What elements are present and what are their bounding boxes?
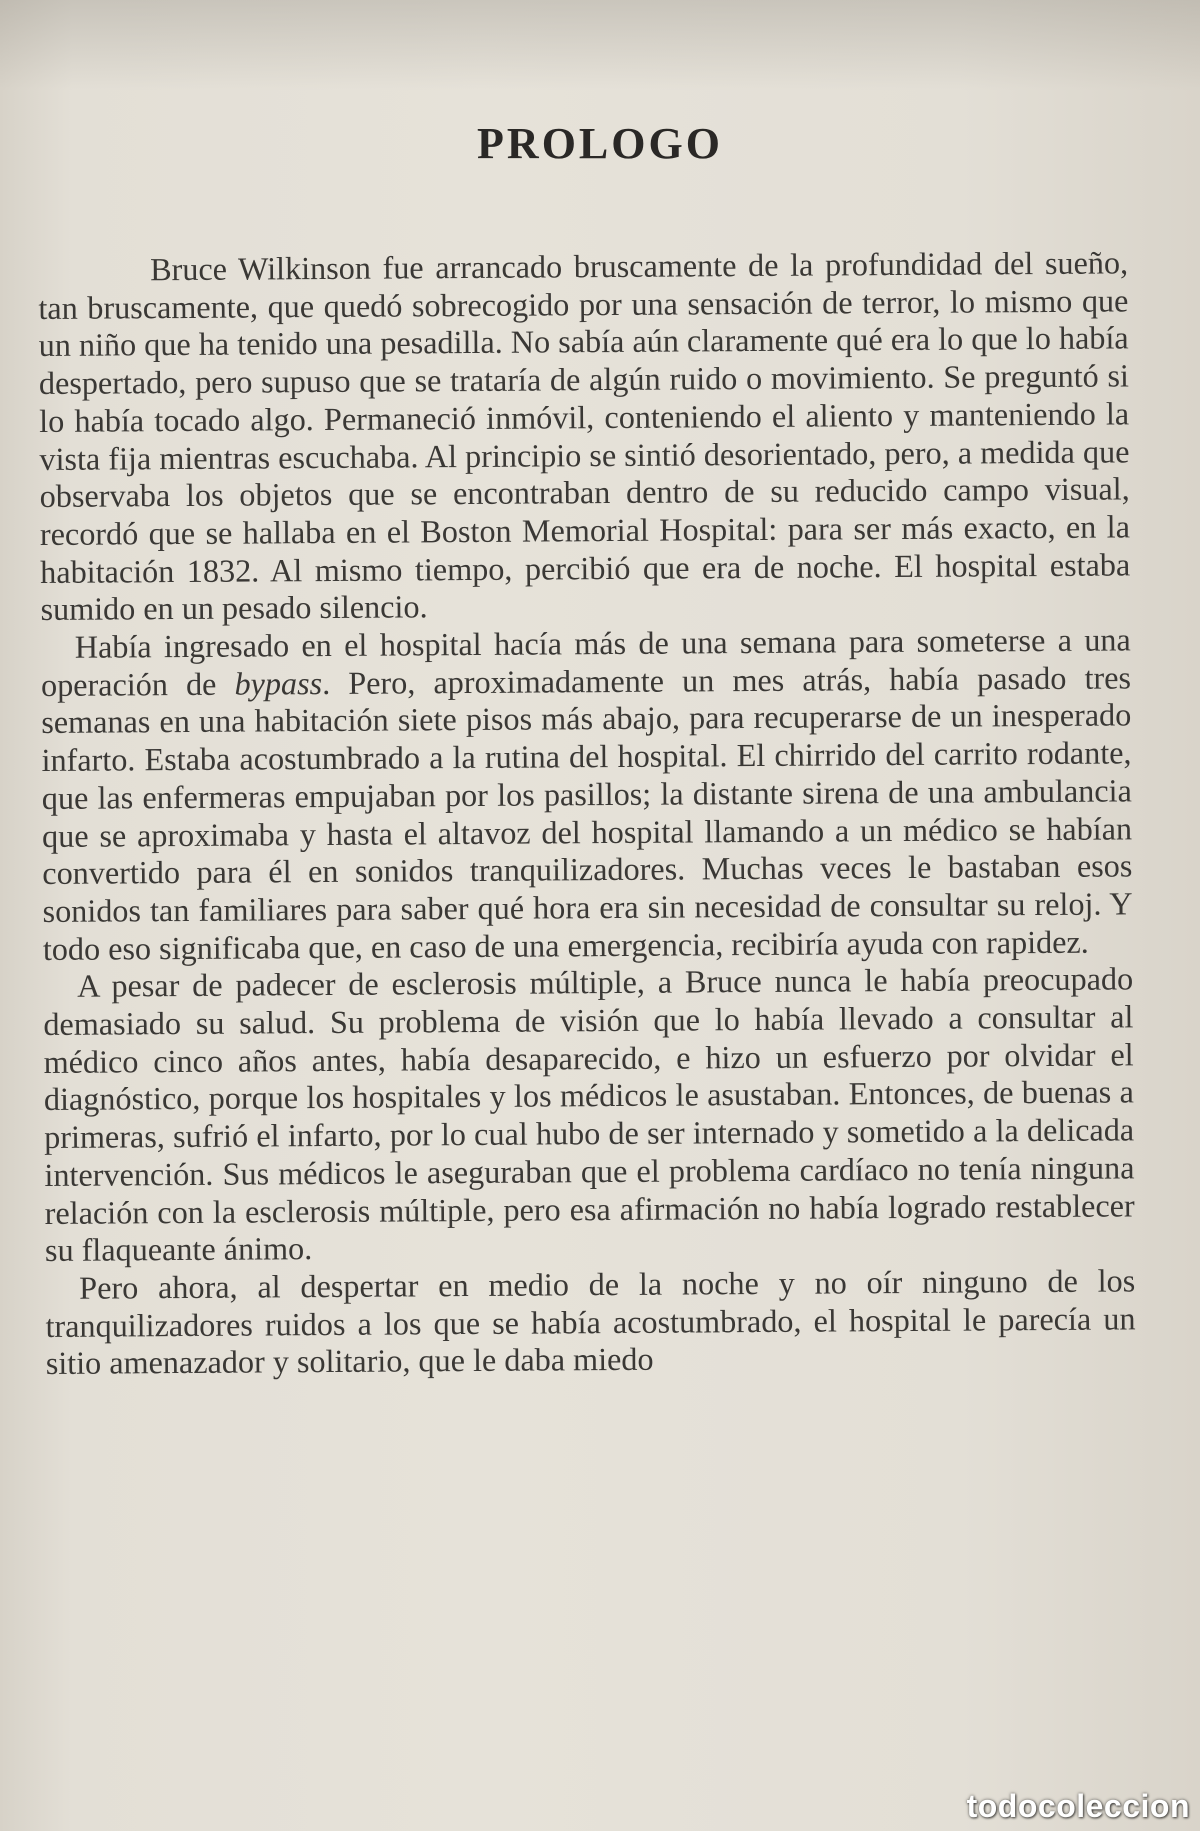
paragraph-2: [41, 621, 1133, 968]
paragraph-4: Pero ahora, al despertar en medio de la noche y no oír ninguno de los tranquilizadores ruidos a los que se había acostumbrado, el hospital le parecía un sitio amenazador y solitario, que le daba miedo: [45, 1262, 1136, 1382]
paragraph-3: A pesar de padecer de esclerosis múltiple, a Bruce nunca le había preocupado demasiado su salud. Su problema de visión que lo había llevado a consultar al médico cinco años antes, había desaparecido, e hizo un esfuerzo por olvidar el diagnóstico, porque los hospitales y los médicos le asustaban. Entonces, de buenas a primeras, sufrió el infarto, por lo cual hubo de ser internado y sometido a la delicada intervención. Sus médicos le aseguraban que el problema cardíaco no tenía ninguna relación con la esclerosis múltiple, pero esa afirmación no había logrado restablecer su flaqueante ánimo.: [43, 960, 1135, 1269]
paragraph-2-start: Había ingresado en el hospital hacía más de una semana para someterse a una operación de: [40, 621, 1131, 703]
chapter-title: PROLOGO: [477, 119, 723, 168]
page-shadow: [0, 0, 1200, 90]
paragraph-2-italic: bypass: [234, 664, 323, 702]
watermark-logo: todocoleccion: [966, 1788, 1190, 1824]
body-text: [38, 244, 1136, 1383]
paragraph-2-rest: . Pero, aproximadamente un mes atrás, había pasado tres semanas en una habitación siete pisos más abajo, para recuperarse de un inesperado infarto. Estaba acostumbrado a la rutina del hospital. El chirrido del carrito rodante, que las enfermeras empujaban por los pasillos; la distante sirena de una ambulancia que se aproximaba y hasta el altavoz del hospital llamando a un médico se habían convertido para él en sonidos tranquilizadores. Muchas veces le bastaban esos sonidos tan familiares para saber qué hora era sin necesidad de consultar su reloj. Y todo eso significaba que, en caso de una emergencia, recibiría ayuda con rapidez.: [41, 659, 1133, 967]
paragraph-1: Bruce Wilkinson fue arrancado bruscamente de la profundidad del sueño, tan bruscamente, que quedó sobrecogido por una sensación de terror, lo mismo que un niño que ha tenido una pesadilla. No sabía aún claramente qué era lo que lo había despertado, pero supuso que se trataría de algún ruido o movimiento. Se preguntó si lo había tocado algo. Permaneció inmóvil, conteniendo el aliento y manteniendo la vista fija mientras escuchaba. Al principio se sintió desorientado, pero, a medida que observaba los objetos que se encontraban dentro de su reducido campo visual, recordó que se hallaba en el Boston Memorial Hospital: para ser más exacto, en la habitación 1832. Al mismo tiempo, percibió que era de noche. El hospital estaba sumido en un pesado silencio.: [38, 244, 1131, 628]
